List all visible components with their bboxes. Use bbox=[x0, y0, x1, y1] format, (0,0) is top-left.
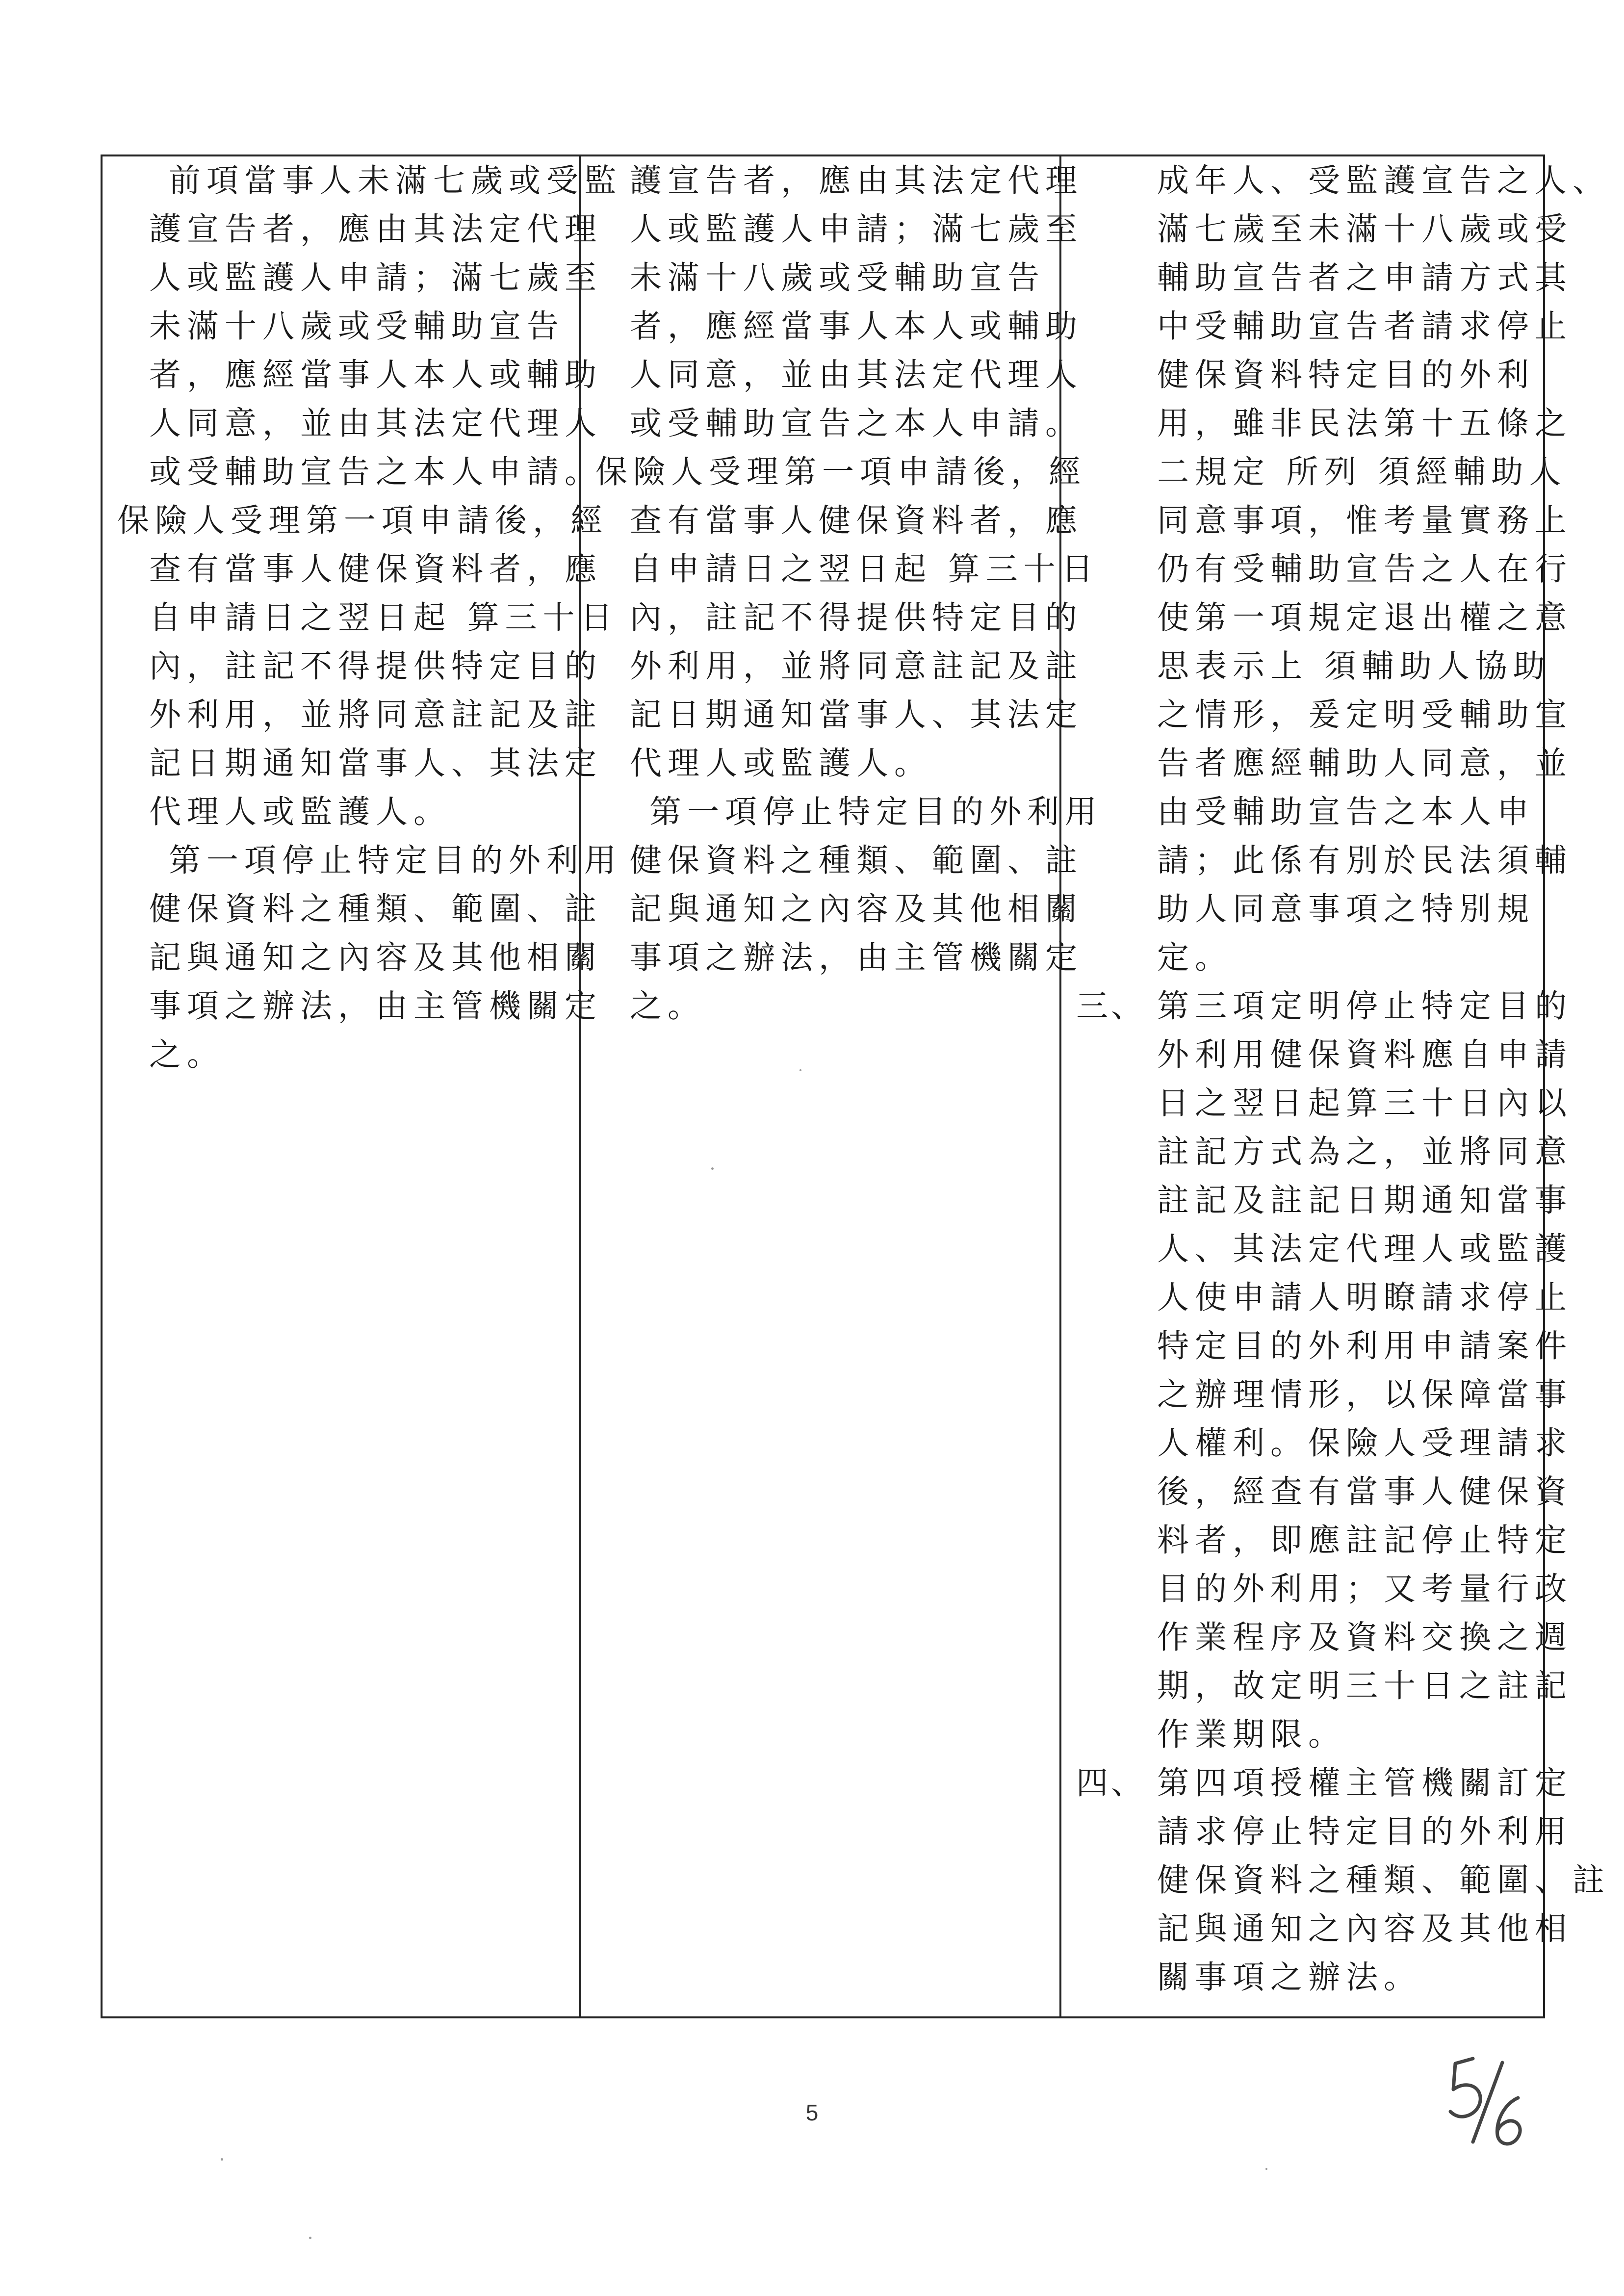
text-line: 健保資料之種類、範圍、註 bbox=[630, 842, 1083, 879]
text-line: 特定目的外利用申請案件 bbox=[1157, 1328, 1573, 1365]
text-line: 人或監護人申請；滿七歲至 bbox=[149, 259, 603, 296]
text-line: 查有當事人健保資料者，應 bbox=[630, 502, 1083, 539]
text-line: 人、其法定代理人或監護 bbox=[1157, 1231, 1573, 1267]
text-line: 或受輔助宣告之本人申請。 bbox=[630, 405, 1083, 442]
text-line: 內，註記不得提供特定目的 bbox=[630, 599, 1083, 636]
scan-speck bbox=[799, 1069, 801, 1071]
text-line: 記與通知之內容及其他相關 bbox=[630, 891, 1083, 928]
text-line: 滿七歲至未滿十八歲或受 bbox=[1157, 211, 1573, 248]
text-line: 告者應經輔助人同意，並 bbox=[1157, 745, 1573, 782]
text-line: 者，應經當事人本人或輔助 bbox=[149, 357, 603, 393]
text-line: 人權利。保險人受理請求 bbox=[1157, 1425, 1573, 1462]
scan-speck bbox=[1265, 2168, 1267, 2170]
text-line: 人使申請人明瞭請求停止 bbox=[1157, 1279, 1573, 1316]
text-line: 外利用健保資料應自申請 bbox=[1157, 1036, 1573, 1073]
table-column-explanation bbox=[1061, 156, 1611, 2016]
column-3-text bbox=[1061, 156, 1611, 2002]
text-line: 第三項定明停止特定目的 bbox=[1157, 988, 1573, 1025]
item-number: 四、 bbox=[1076, 1765, 1146, 1802]
item-number: 三、 bbox=[1076, 988, 1146, 1025]
item-body bbox=[1157, 982, 1572, 1759]
text-line: 之。 bbox=[630, 988, 706, 1025]
text-line: 關事項之辦法。 bbox=[1157, 1959, 1422, 1996]
text-line: 代理人或監護人。 bbox=[630, 745, 932, 782]
text-line: 未滿十八歲或受輔助宣告 bbox=[149, 308, 565, 345]
text-line: 定。 bbox=[1157, 939, 1233, 976]
text-line: 記與通知之內容及其他相 bbox=[1157, 1910, 1573, 1947]
text-line: 人或監護人申請；滿七歲至 bbox=[630, 211, 1083, 248]
text-line: 二規定 所列 須經輔助人 bbox=[1157, 454, 1567, 490]
text-line: 記與通知之內容及其他相關 bbox=[149, 939, 603, 976]
text-line: 之。 bbox=[149, 1036, 225, 1073]
item-body bbox=[1157, 1759, 1610, 2002]
text-line: 中受輔助宣告者請求停止 bbox=[1157, 308, 1573, 345]
text-line: 之辦理情形，以保障當事 bbox=[1157, 1376, 1573, 1413]
text-line: 記日期通知當事人、其法定 bbox=[630, 697, 1083, 733]
text-line: 護宣告者，應由其法定代理 bbox=[149, 211, 603, 248]
scan-speck bbox=[711, 1167, 714, 1170]
text-line: 保險人受理第一項申請後，經 bbox=[117, 502, 609, 539]
text-line: 查有當事人健保資料者，應 bbox=[149, 551, 603, 588]
column-1-text bbox=[103, 156, 622, 1079]
text-line: 事項之辦法，由主管機關定 bbox=[630, 939, 1083, 976]
table-column-amended-text bbox=[103, 156, 622, 2016]
text-line: 思表示上 須輔助人協助 bbox=[1157, 648, 1551, 685]
text-line: 後，經查有當事人健保資 bbox=[1157, 1473, 1573, 1510]
text-line: 自申請日之翌日起 算三十日 bbox=[630, 551, 1099, 588]
handwritten-page-mark bbox=[1444, 2053, 1533, 2151]
text-line: 或受輔助宣告之本人申請。 bbox=[149, 454, 603, 490]
text-line: 代理人或監護人。 bbox=[149, 794, 452, 830]
text-line: 事項之辦法，由主管機關定 bbox=[149, 988, 603, 1025]
text-line: 由受輔助宣告之本人申 bbox=[1157, 794, 1535, 830]
text-line: 第一項停止特定目的外利用 bbox=[169, 842, 622, 879]
text-line: 外利用，並將同意註記及註 bbox=[149, 697, 603, 733]
text-line: 註記方式為之，並將同意 bbox=[1157, 1134, 1573, 1170]
text-line: 仍有受輔助宣告之人在行 bbox=[1157, 551, 1573, 588]
text-line: 助人同意事項之特別規 bbox=[1157, 891, 1535, 928]
text-line: 健保資料特定目的外利 bbox=[1157, 357, 1535, 393]
text-line: 作業期限。 bbox=[1157, 1716, 1346, 1753]
text-line: 第四項授權主管機關訂定 bbox=[1157, 1765, 1573, 1802]
scan-speck bbox=[309, 2237, 311, 2239]
text-line: 輔助宣告者之申請方式其 bbox=[1157, 259, 1573, 296]
text-line: 未滿十八歲或受輔助宣告 bbox=[630, 259, 1046, 296]
text-line: 用，雖非民法第十五條之 bbox=[1157, 405, 1573, 442]
text-line: 料者，即應註記停止特定 bbox=[1157, 1522, 1573, 1559]
text-line: 自申請日之翌日起 算三十日 bbox=[149, 599, 619, 636]
text-line: 內，註記不得提供特定目的 bbox=[149, 648, 603, 685]
explanation-item-3 bbox=[1061, 982, 1573, 1759]
text-line: 作業程序及資料交換之週 bbox=[1157, 1619, 1573, 1656]
text-line: 日之翌日起算三十日內以 bbox=[1157, 1085, 1573, 1122]
text-line: 期，故定明三十日之註記 bbox=[1157, 1668, 1573, 1704]
text-line: 護宣告者，應由其法定代理 bbox=[630, 162, 1083, 199]
text-line: 使第一項規定退出權之意 bbox=[1157, 599, 1573, 636]
text-line: 第一項停止特定目的外利用 bbox=[649, 794, 1103, 830]
table-column-current-text bbox=[581, 156, 1103, 2016]
text-line: 目的外利用；又考量行政 bbox=[1157, 1571, 1573, 1607]
text-line: 請；此係有別於民法須輔 bbox=[1157, 842, 1573, 879]
text-line: 記日期通知當事人、其法定 bbox=[149, 745, 603, 782]
text-line: 健保資料之種類、範圍、註 bbox=[149, 891, 603, 928]
explanation-item-4 bbox=[1061, 1759, 1611, 2002]
text-line: 前項當事人未滿七歲或受監 bbox=[169, 162, 622, 199]
text-line: 成年人、受監護宣告之人、 bbox=[1157, 162, 1611, 199]
page-number: 5 bbox=[805, 2100, 819, 2125]
text-line: 請求停止特定目的外利用 bbox=[1157, 1813, 1573, 1850]
text-line: 者，應經當事人本人或輔助 bbox=[630, 308, 1083, 345]
text-line: 註記及註記日期通知當事 bbox=[1157, 1182, 1573, 1219]
text-line: 人同意，並由其法定代理人 bbox=[630, 357, 1083, 393]
text-line: 人同意，並由其法定代理人 bbox=[149, 405, 603, 442]
text-line: 同意事項，惟考量實務上 bbox=[1157, 502, 1573, 539]
text-line: 外利用，並將同意註記及註 bbox=[630, 648, 1083, 685]
column-2-text bbox=[581, 156, 1103, 1031]
text-line: 保險人受理第一項申請後，經 bbox=[595, 454, 1087, 490]
comparison-table bbox=[101, 155, 1611, 2018]
text-line: 健保資料之種類、範圍、註 bbox=[1157, 1862, 1611, 1899]
scan-speck bbox=[221, 2158, 223, 2161]
text-line: 之情形，爰定明受輔助宣 bbox=[1157, 697, 1573, 733]
